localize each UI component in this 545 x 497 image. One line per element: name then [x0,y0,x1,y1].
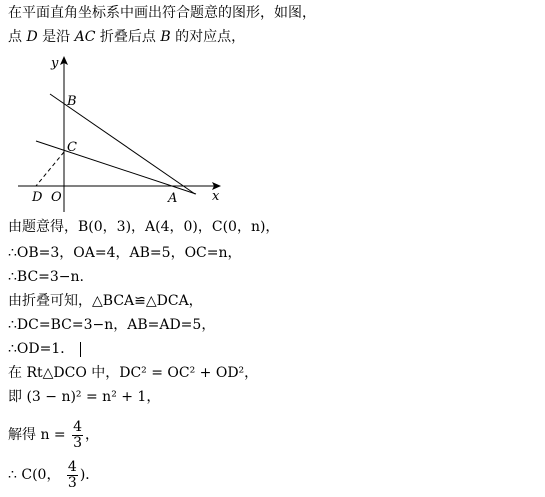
solution-line-1: 由题意得，B(0，3)，A(4，0)，C(0，n)， [8,219,280,235]
point-d-label: D [26,29,38,45]
fraction-numerator: 4 [73,418,83,435]
coordinate-figure [0,0,545,215]
problem-text: 折叠后点 [95,29,161,45]
solution-text: )． [79,467,100,483]
x-axis-label: x [212,189,220,204]
solution-line-6 [8,340,81,358]
fraction-denominator: 3 [73,434,83,451]
text-cursor [80,342,81,357]
solution-line-8: 即 (3 − n)² = n² + 1， [8,389,161,405]
solution-line-3: ∴BC=3−n. [8,269,85,285]
point-b-figure-label: B [67,94,77,109]
fraction-numerator: 4 [67,458,77,475]
solution-text: ∴OD=1． [8,341,75,357]
point-a-figure-label: A [168,191,178,206]
solution-text: 解得 n = [8,427,66,443]
point-d-figure-label: D [32,190,43,205]
problem-line-1: 在平面直角坐标系中画出符合题意的图形，如图， [8,5,316,21]
solution-line-9 [8,418,99,452]
problem-text: 的对应点， [170,29,246,45]
y-axis-label: y [51,56,59,71]
solution-text: ∴ C(0， [8,467,61,483]
problem-text: 点 [8,29,27,45]
solution-text: ， [85,427,100,443]
point-b-label: B [160,29,171,45]
fraction-four-thirds [67,460,78,491]
problem-text: 是沿 [37,29,75,45]
origin-label: O [51,190,62,205]
solution-line-4: 由折叠可知，△BCA≌△DCA， [8,293,203,309]
solution-line-2: ∴OB=3，OA=4，AB=5，OC=n， [8,245,242,261]
segment-dc [36,152,64,186]
segment-ac-label: AC [74,29,96,45]
solution-line-10 [8,458,99,492]
fraction-denominator: 3 [67,474,77,491]
fraction-four-thirds [72,420,83,451]
point-c-figure-label: C [67,140,77,155]
solution-line-7: 在 Rt△DCO 中，DC² = OC² + OD²， [8,365,259,381]
solution-line-5: ∴DC=BC=3−n，AB=AD=5， [8,317,216,333]
